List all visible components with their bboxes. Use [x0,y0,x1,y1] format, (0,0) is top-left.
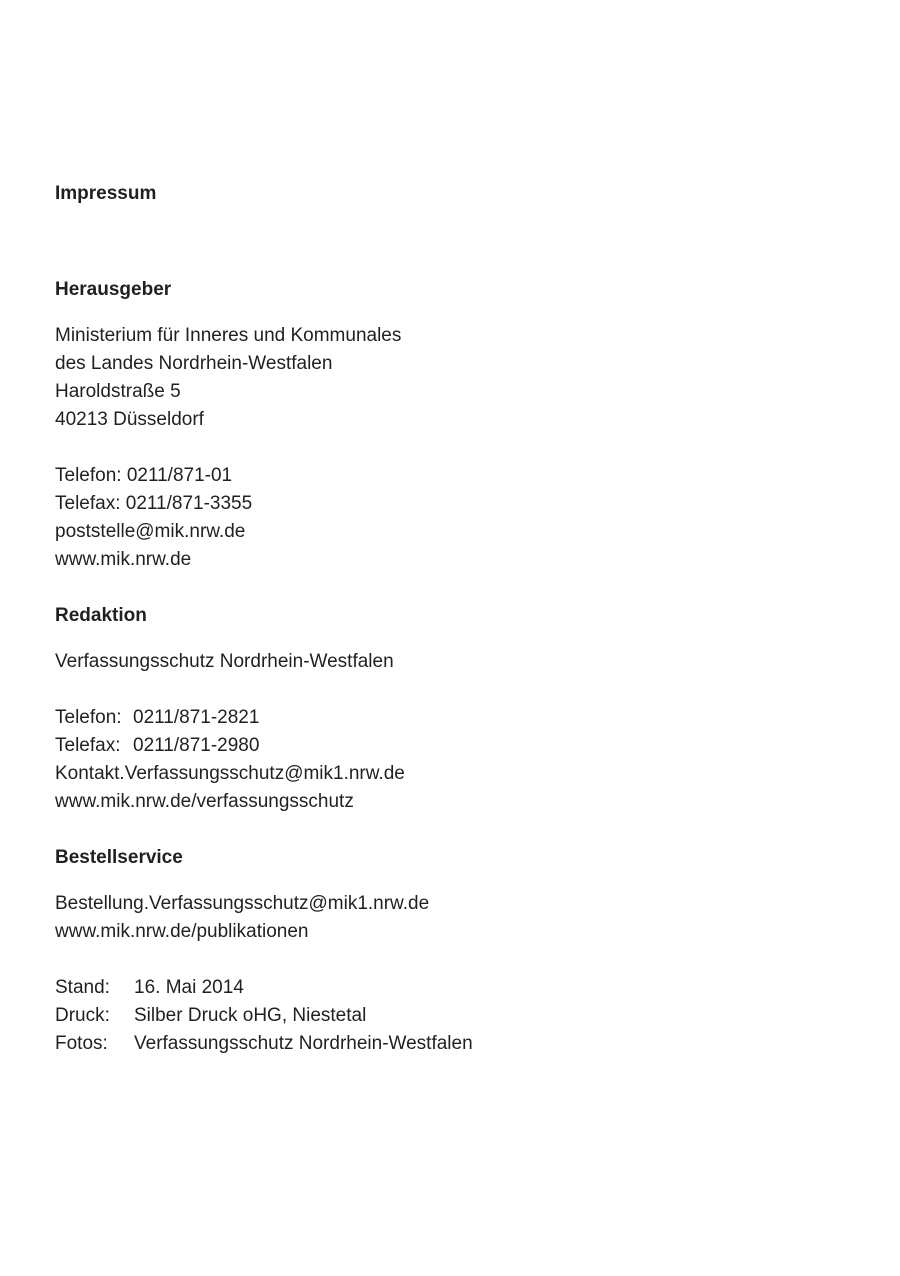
address-line: des Landes Nordrhein-Westfalen [55,353,333,374]
herausgeber-fax: Telefax: 0211/871-3355 [55,493,253,514]
bestellservice-email[interactable]: Bestellung.Verfassungsschutz@mik1.nrw.de [55,893,430,914]
redaktion-phone-value: 0211/871-2821 [133,707,260,728]
redaktion-section [55,602,855,816]
herausgeber-heading: Herausgeber [55,279,172,300]
druck-label: Druck: [55,1005,110,1026]
redaktion-name: Verfassungsschutz Nordrhein-Westfalen [55,651,394,672]
herausgeber-phone: Telefon: 0211/871-01 [55,465,233,486]
druck-row [55,1002,855,1030]
bestellservice-website[interactable]: www.mik.nrw.de/publikationen [55,921,309,942]
redaktion-website[interactable]: www.mik.nrw.de/verfassungsschutz [55,791,354,812]
druck-value: Silber Druck oHG, Niestetal [134,1005,367,1026]
redaktion-phone-row [55,704,855,732]
fotos-value: Verfassungsschutz Nordrhein-Westfalen [134,1033,473,1054]
bestellservice-section [55,844,855,946]
bestellservice-heading: Bestellservice [55,847,183,868]
redaktion-fax-row [55,732,855,760]
fotos-row [55,1030,855,1058]
redaktion-email[interactable]: Kontakt.Verfassungsschutz@mik1.nrw.de [55,763,405,784]
redaktion-fax-value: 0211/871-2980 [133,735,260,756]
herausgeber-website[interactable]: www.mik.nrw.de [55,549,192,570]
page-title: Impressum [55,183,157,204]
fotos-label: Fotos: [55,1033,108,1054]
meta-section [55,974,855,1058]
redaktion-heading: Redaktion [55,605,147,626]
redaktion-phone-label: Telefon: [55,707,122,728]
stand-row [55,974,855,1002]
herausgeber-section [55,276,855,574]
stand-value: 16. Mai 2014 [134,977,244,998]
address-line: Haroldstraße 5 [55,381,181,402]
redaktion-fax-label: Telefax: [55,735,121,756]
impressum-page [55,180,855,1058]
stand-label: Stand: [55,977,110,998]
address-line: 40213 Düsseldorf [55,409,204,430]
address-line: Ministerium für Inneres und Kommunales [55,325,402,346]
herausgeber-email[interactable]: poststelle@mik.nrw.de [55,521,246,542]
